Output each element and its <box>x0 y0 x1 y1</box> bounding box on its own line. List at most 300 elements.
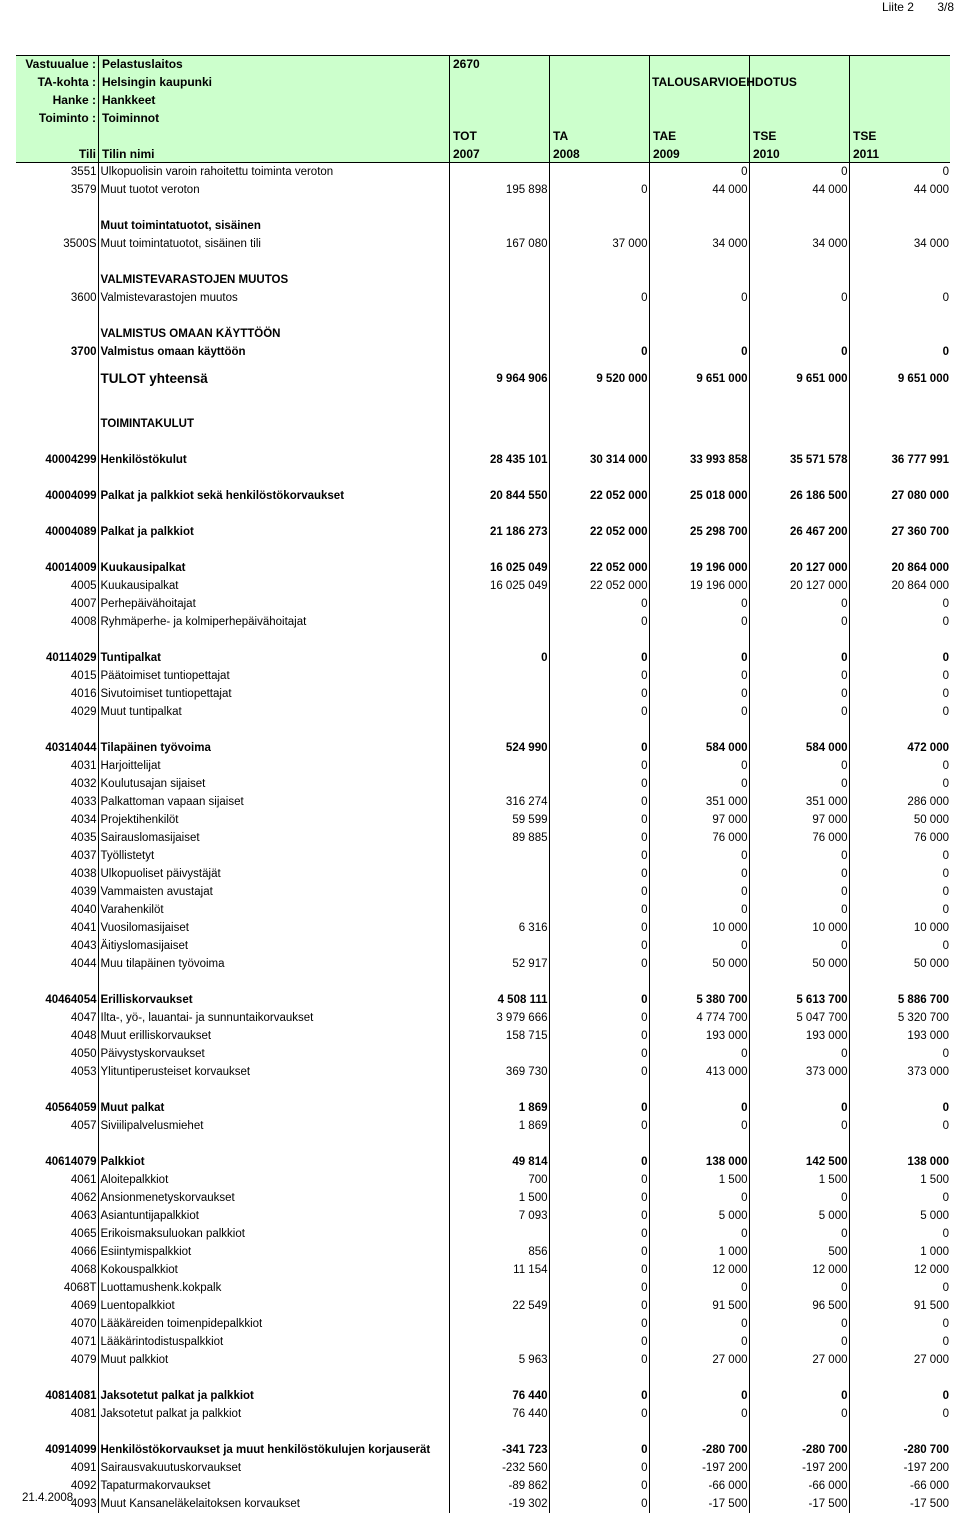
account-name: Muut palkat <box>98 1081 449 1117</box>
table-row <box>16 685 950 703</box>
value-cell: 10 000 <box>649 919 749 937</box>
value-cell: 22 052 000 <box>549 577 649 595</box>
account-code: 4079 <box>16 1351 98 1369</box>
value-cell: 0 <box>549 919 649 937</box>
value-cell: 50 000 <box>649 955 749 973</box>
account-code: 4048 <box>16 1027 98 1045</box>
value-cell <box>449 1045 549 1063</box>
value-cell: 36 777 991 <box>891 454 949 466</box>
value-cell: 5 047 700 <box>749 1009 849 1027</box>
value-cell: 0 <box>649 595 749 613</box>
value-cell: 0 <box>649 703 749 721</box>
report-title: TALOUSARVIOEHDOTUS <box>652 75 797 89</box>
value-cell <box>649 253 749 289</box>
value-cell: 11 154 <box>449 1261 549 1279</box>
account-code: 4040 <box>16 901 98 919</box>
value-cell: 158 715 <box>449 1027 549 1045</box>
account-code: 4092 <box>16 1477 98 1495</box>
value-cell: 34 000 <box>913 238 949 250</box>
account-code: 4057 <box>16 1117 98 1135</box>
value-cell: 0 <box>549 1459 649 1477</box>
value-cell: 0 <box>549 1351 649 1369</box>
account-name: Ansionmenetyskorvaukset <box>98 1189 449 1207</box>
value-cell: 0 <box>649 847 749 865</box>
value-cell: 0 <box>649 1369 749 1405</box>
value-cell: 97 000 <box>749 811 849 829</box>
value-cell: 0 <box>549 1189 649 1207</box>
value-cell <box>449 343 549 361</box>
table-row <box>16 1477 950 1495</box>
table-row <box>16 1495 950 1513</box>
value-cell: 584 000 <box>749 721 849 757</box>
value-cell: 0 <box>942 850 949 862</box>
account-name: Sairauslomasijaiset <box>98 829 449 847</box>
value-cell <box>449 937 549 955</box>
value-cell <box>449 199 549 235</box>
account-name: Erikoismaksuluokan palkkiot <box>98 1225 449 1243</box>
hanke-value: Hankkeet <box>102 93 156 107</box>
value-cell: 0 <box>549 1009 649 1027</box>
account-code: 40004299 <box>16 433 98 469</box>
value-cell <box>449 901 549 919</box>
table-row <box>16 1027 950 1045</box>
value-cell: 0 <box>549 1027 649 1045</box>
value-cell: 89 885 <box>449 829 549 847</box>
account-code <box>16 307 98 343</box>
account-name: Sairausvakuutuskorvaukset <box>98 1459 449 1477</box>
value-cell: 0 <box>749 163 849 181</box>
value-cell: 0 <box>549 289 649 307</box>
value-cell: 0 <box>649 757 749 775</box>
value-cell <box>449 253 549 289</box>
table-row <box>16 793 950 811</box>
account-code: 4041 <box>16 919 98 937</box>
value-cell: -197 200 <box>749 1459 849 1477</box>
account-code: 4044 <box>16 955 98 973</box>
footer-date: 21.4.2008 <box>22 1492 74 1504</box>
value-cell: 76 000 <box>913 832 949 844</box>
account-name: Muut Kansaneläkelaitoksen korvaukset <box>98 1495 449 1513</box>
value-cell: 26 186 500 <box>749 469 849 505</box>
account-name: Päätoimiset tuntiopettajat <box>98 667 449 685</box>
table-row <box>16 1459 950 1477</box>
value-cell: 0 <box>549 631 649 667</box>
account-name: Asiantuntijapalkkiot <box>98 1207 449 1225</box>
value-cell <box>449 775 549 793</box>
value-cell: 27 000 <box>913 1354 949 1366</box>
value-cell <box>749 397 849 433</box>
table-row <box>16 361 950 397</box>
value-cell <box>449 289 549 307</box>
value-cell: 91 500 <box>649 1297 749 1315</box>
account-name: Ryhmäperhe- ja kolmiperhepäivähoitajat <box>98 613 449 631</box>
value-cell: 96 500 <box>749 1297 849 1315</box>
value-cell: 0 <box>549 703 649 721</box>
value-cell: 373 000 <box>907 1066 949 1078</box>
value-cell: 0 <box>549 1045 649 1063</box>
value-cell: 9 651 000 <box>749 361 849 397</box>
value-cell: 0 <box>942 1120 949 1132</box>
account-name: Jaksotetut palkat ja palkkiot <box>98 1369 449 1405</box>
account-name: Tapaturmakorvaukset <box>98 1477 449 1495</box>
value-cell <box>449 685 549 703</box>
value-cell: 12 000 <box>649 1261 749 1279</box>
value-cell: 50 000 <box>749 955 849 973</box>
table-row <box>16 433 950 469</box>
table-row <box>16 181 950 199</box>
account-name: Päivystyskorvaukset <box>98 1045 449 1063</box>
table-row <box>16 1135 950 1171</box>
account-code: 3600 <box>16 289 98 307</box>
account-name: Siviilipalvelusmiehet <box>98 1117 449 1135</box>
account-code: 4047 <box>16 1009 98 1027</box>
value-cell: 0 <box>942 688 949 700</box>
table-row <box>16 973 950 1009</box>
value-cell: 0 <box>549 181 649 199</box>
account-name: Muut tuotot veroton <box>98 181 449 199</box>
value-cell: 20 844 550 <box>449 469 549 505</box>
value-cell: 524 990 <box>449 721 549 757</box>
value-cell <box>549 307 649 343</box>
account-code: 4031 <box>16 757 98 775</box>
value-cell: 19 196 000 <box>649 577 749 595</box>
col-4-line1: TSE <box>753 129 777 143</box>
value-cell: 0 <box>549 1315 649 1333</box>
account-name: Ulkopuolisin varoin rahoitettu toiminta veroton <box>98 163 449 181</box>
value-cell: 21 186 273 <box>449 505 549 541</box>
table-row <box>16 667 950 685</box>
account-code: 40914099 <box>16 1423 98 1459</box>
account-name: Muut erilliskorvaukset <box>98 1027 449 1045</box>
table-row <box>16 775 950 793</box>
value-cell: 500 <box>749 1243 849 1261</box>
account-code: 40814081 <box>16 1369 98 1405</box>
value-cell: 0 <box>749 703 849 721</box>
table-row <box>16 613 950 631</box>
value-cell: 20 864 000 <box>891 562 949 574</box>
table-row <box>16 577 950 595</box>
value-cell: 369 730 <box>449 1063 549 1081</box>
account-name: Sivutoimiset tuntiopettajat <box>98 685 449 703</box>
toiminto-value: Toiminnot <box>102 111 160 125</box>
value-cell: 1 000 <box>649 1243 749 1261</box>
table-row <box>16 1297 950 1315</box>
value-cell: -280 700 <box>749 1423 849 1459</box>
account-code: 4069 <box>16 1297 98 1315</box>
value-cell: 0 <box>549 1405 649 1423</box>
value-cell: 76 000 <box>749 829 849 847</box>
col-5-line2: 2011 <box>853 147 880 161</box>
account-code: 3700 <box>16 343 98 361</box>
value-cell <box>449 847 549 865</box>
value-cell: 0 <box>549 757 649 775</box>
value-cell <box>549 397 649 433</box>
value-cell: -341 723 <box>449 1423 549 1459</box>
ta-kohta-value: Helsingin kaupunki <box>102 75 213 89</box>
value-cell: 0 <box>549 1081 649 1117</box>
value-cell: 0 <box>449 631 549 667</box>
table-row <box>16 703 950 721</box>
value-cell: 472 000 <box>907 742 949 754</box>
account-code <box>16 199 98 235</box>
account-name: Äitiyslomasijaiset <box>98 937 449 955</box>
value-cell: 0 <box>749 1081 849 1117</box>
appendix-label: Liite 2 <box>881 0 914 14</box>
value-cell: 0 <box>942 1408 949 1420</box>
value-cell: 0 <box>942 1192 949 1204</box>
account-code <box>16 253 98 289</box>
value-cell <box>449 307 549 343</box>
account-code: 4033 <box>16 793 98 811</box>
col-3-line1: TAE <box>653 129 677 143</box>
value-cell <box>649 199 749 235</box>
value-cell: 5 380 700 <box>649 973 749 1009</box>
value-cell: 0 <box>942 760 949 772</box>
value-cell: 0 <box>649 1405 749 1423</box>
value-cell: 1 500 <box>920 1174 949 1186</box>
value-cell: 0 <box>942 598 949 610</box>
value-cell: 10 000 <box>749 919 849 937</box>
table-row <box>16 1279 950 1297</box>
value-cell: 856 <box>449 1243 549 1261</box>
value-cell: 0 <box>942 616 949 628</box>
value-cell: 0 <box>549 1297 649 1315</box>
value-cell: 0 <box>749 1279 849 1297</box>
account-code: 4008 <box>16 613 98 631</box>
value-cell <box>849 397 950 433</box>
value-cell: 0 <box>549 1477 649 1495</box>
value-cell: 0 <box>649 937 749 955</box>
value-cell: 0 <box>749 937 849 955</box>
value-cell: 5 886 700 <box>897 994 949 1006</box>
value-cell: 0 <box>649 1045 749 1063</box>
value-cell: 50 000 <box>913 958 949 970</box>
value-cell: 0 <box>942 1318 949 1330</box>
value-cell: 33 993 858 <box>649 433 749 469</box>
value-cell: 5 000 <box>749 1207 849 1225</box>
table-row <box>16 1225 950 1243</box>
table-row <box>16 1405 950 1423</box>
value-cell: 0 <box>549 793 649 811</box>
account-code: 4034 <box>16 811 98 829</box>
value-cell: 12 000 <box>749 1261 849 1279</box>
value-cell: 0 <box>549 1495 649 1513</box>
value-cell <box>449 667 549 685</box>
value-cell: 373 000 <box>749 1063 849 1081</box>
account-code: 4029 <box>16 703 98 721</box>
value-cell <box>449 757 549 775</box>
table-row <box>16 1243 950 1261</box>
value-cell: 20 864 000 <box>891 580 949 592</box>
table-row <box>16 199 950 235</box>
value-cell: 3 979 666 <box>449 1009 549 1027</box>
value-cell: 195 898 <box>449 181 549 199</box>
value-cell: 0 <box>649 865 749 883</box>
table-row <box>16 1423 950 1459</box>
table-row <box>16 541 950 577</box>
value-cell: 1 500 <box>449 1189 549 1207</box>
value-cell <box>449 1315 549 1333</box>
value-cell: 0 <box>549 1369 649 1405</box>
value-cell <box>449 1225 549 1243</box>
value-cell: 0 <box>549 595 649 613</box>
value-cell: 34 000 <box>649 235 749 253</box>
account-code: 4065 <box>16 1225 98 1243</box>
account-name: Ilta-, yö-, lauantai- ja sunnuntaikorvaukset <box>98 1009 449 1027</box>
table-row <box>16 595 950 613</box>
value-cell: 37 000 <box>549 235 649 253</box>
account-name: Valmistus omaan käyttöön <box>98 343 449 361</box>
value-cell: 27 000 <box>749 1351 849 1369</box>
table-row <box>16 235 950 253</box>
value-cell: 52 917 <box>449 955 549 973</box>
value-cell: 0 <box>942 346 949 358</box>
value-cell: 76 000 <box>649 829 749 847</box>
account-code: 3500S <box>16 235 98 253</box>
value-cell: 0 <box>649 1225 749 1243</box>
table-row <box>16 631 950 667</box>
value-cell: 0 <box>942 166 949 178</box>
value-cell: 0 <box>549 1225 649 1243</box>
value-cell: -280 700 <box>903 1444 949 1456</box>
value-cell: 22 549 <box>449 1297 549 1315</box>
value-cell: 413 000 <box>649 1063 749 1081</box>
value-cell: 0 <box>549 1063 649 1081</box>
value-cell: 22 052 000 <box>549 541 649 577</box>
value-cell: 142 500 <box>749 1135 849 1171</box>
account-code: 4016 <box>16 685 98 703</box>
value-cell <box>449 397 549 433</box>
account-name: Luottamushenk.kokpalk <box>98 1279 449 1297</box>
value-cell: -19 302 <box>449 1495 549 1513</box>
value-cell <box>449 163 549 181</box>
table-row <box>16 1333 950 1351</box>
value-cell: 0 <box>649 1315 749 1333</box>
account-code: 3579 <box>16 181 98 199</box>
value-cell: 0 <box>649 1117 749 1135</box>
value-cell: 0 <box>942 886 949 898</box>
value-cell: 0 <box>942 1390 949 1402</box>
account-name: Projektihenkilöt <box>98 811 449 829</box>
table-row <box>16 307 950 343</box>
account-code: 4053 <box>16 1063 98 1081</box>
value-cell: 49 814 <box>449 1135 549 1171</box>
account-code: 4050 <box>16 1045 98 1063</box>
account-name: Vuosilomasijaiset <box>98 919 449 937</box>
value-cell <box>549 253 649 289</box>
value-cell: 0 <box>749 775 849 793</box>
value-cell: 0 <box>942 1228 949 1240</box>
value-cell <box>449 1333 549 1351</box>
value-cell: 0 <box>649 163 749 181</box>
account-code: 4015 <box>16 667 98 685</box>
value-cell: 0 <box>649 289 749 307</box>
value-cell: 0 <box>549 1243 649 1261</box>
col-3-line2: 2009 <box>653 147 680 161</box>
account-code: 4005 <box>16 577 98 595</box>
value-cell: 27 080 000 <box>891 490 949 502</box>
value-cell: 0 <box>942 1282 949 1294</box>
value-cell: 30 314 000 <box>549 433 649 469</box>
value-cell: 28 435 101 <box>449 433 549 469</box>
value-cell: 0 <box>549 775 649 793</box>
page-number: 3/8 <box>937 0 954 14</box>
value-cell: 5 000 <box>649 1207 749 1225</box>
value-cell: 0 <box>749 847 849 865</box>
value-cell: -17 500 <box>909 1498 949 1510</box>
table-row <box>16 505 950 541</box>
account-name: Aloitepalkkiot <box>98 1171 449 1189</box>
account-code: 3551 <box>16 163 98 181</box>
value-cell: 0 <box>749 883 849 901</box>
table-row <box>16 937 950 955</box>
value-cell: 9 520 000 <box>549 361 649 397</box>
value-cell: 5 000 <box>920 1210 949 1222</box>
value-cell: 0 <box>942 1102 949 1114</box>
value-cell: 1 000 <box>920 1246 949 1258</box>
value-cell: 0 <box>649 667 749 685</box>
value-cell: -17 500 <box>649 1495 749 1513</box>
account-code: 4039 <box>16 883 98 901</box>
value-cell: 34 000 <box>749 235 849 253</box>
value-cell <box>449 595 549 613</box>
value-cell: 9 651 000 <box>649 361 749 397</box>
col-2-line1: TA <box>553 129 569 143</box>
value-cell: 193 000 <box>749 1027 849 1045</box>
value-cell: 286 000 <box>907 796 949 808</box>
tili-label: Tili <box>78 147 96 161</box>
table-row <box>16 1261 950 1279</box>
value-cell: 0 <box>549 1207 649 1225</box>
account-name: Muu tilapäinen työvoima <box>98 955 449 973</box>
value-cell: 25 018 000 <box>649 469 749 505</box>
value-cell: 16 025 049 <box>449 541 549 577</box>
account-code: 4061 <box>16 1171 98 1189</box>
account-name: Kuukausipalkat <box>98 577 449 595</box>
value-cell <box>749 307 849 343</box>
value-cell: 0 <box>649 685 749 703</box>
value-cell: 0 <box>549 1423 649 1459</box>
value-cell: 0 <box>942 778 949 790</box>
account-code: 4070 <box>16 1315 98 1333</box>
account-code: 40614079 <box>16 1135 98 1171</box>
value-cell: 97 000 <box>649 811 749 829</box>
value-cell: 44 000 <box>749 181 849 199</box>
value-cell: 1 869 <box>449 1117 549 1135</box>
value-cell: 0 <box>749 667 849 685</box>
value-cell: 0 <box>549 685 649 703</box>
value-cell: 0 <box>549 1333 649 1351</box>
value-cell: 5 963 <box>449 1351 549 1369</box>
table-row <box>16 1351 950 1369</box>
col-1-line1: TOT <box>453 129 477 143</box>
value-cell: 6 316 <box>449 919 549 937</box>
account-code: 4062 <box>16 1189 98 1207</box>
account-name: Valmistevarastojen muutos <box>98 289 449 307</box>
account-code: 4071 <box>16 1333 98 1351</box>
table-row <box>16 1189 950 1207</box>
value-cell: 0 <box>649 1279 749 1297</box>
value-cell: 76 440 <box>449 1405 549 1423</box>
table-row <box>16 1369 950 1405</box>
value-cell: 0 <box>649 1333 749 1351</box>
value-cell: 44 000 <box>649 181 749 199</box>
value-cell: 0 <box>749 1045 849 1063</box>
value-cell: 351 000 <box>649 793 749 811</box>
account-code <box>16 361 98 397</box>
value-cell: 0 <box>549 1117 649 1135</box>
tilin-nimi-label: Tilin nimi <box>102 147 155 161</box>
